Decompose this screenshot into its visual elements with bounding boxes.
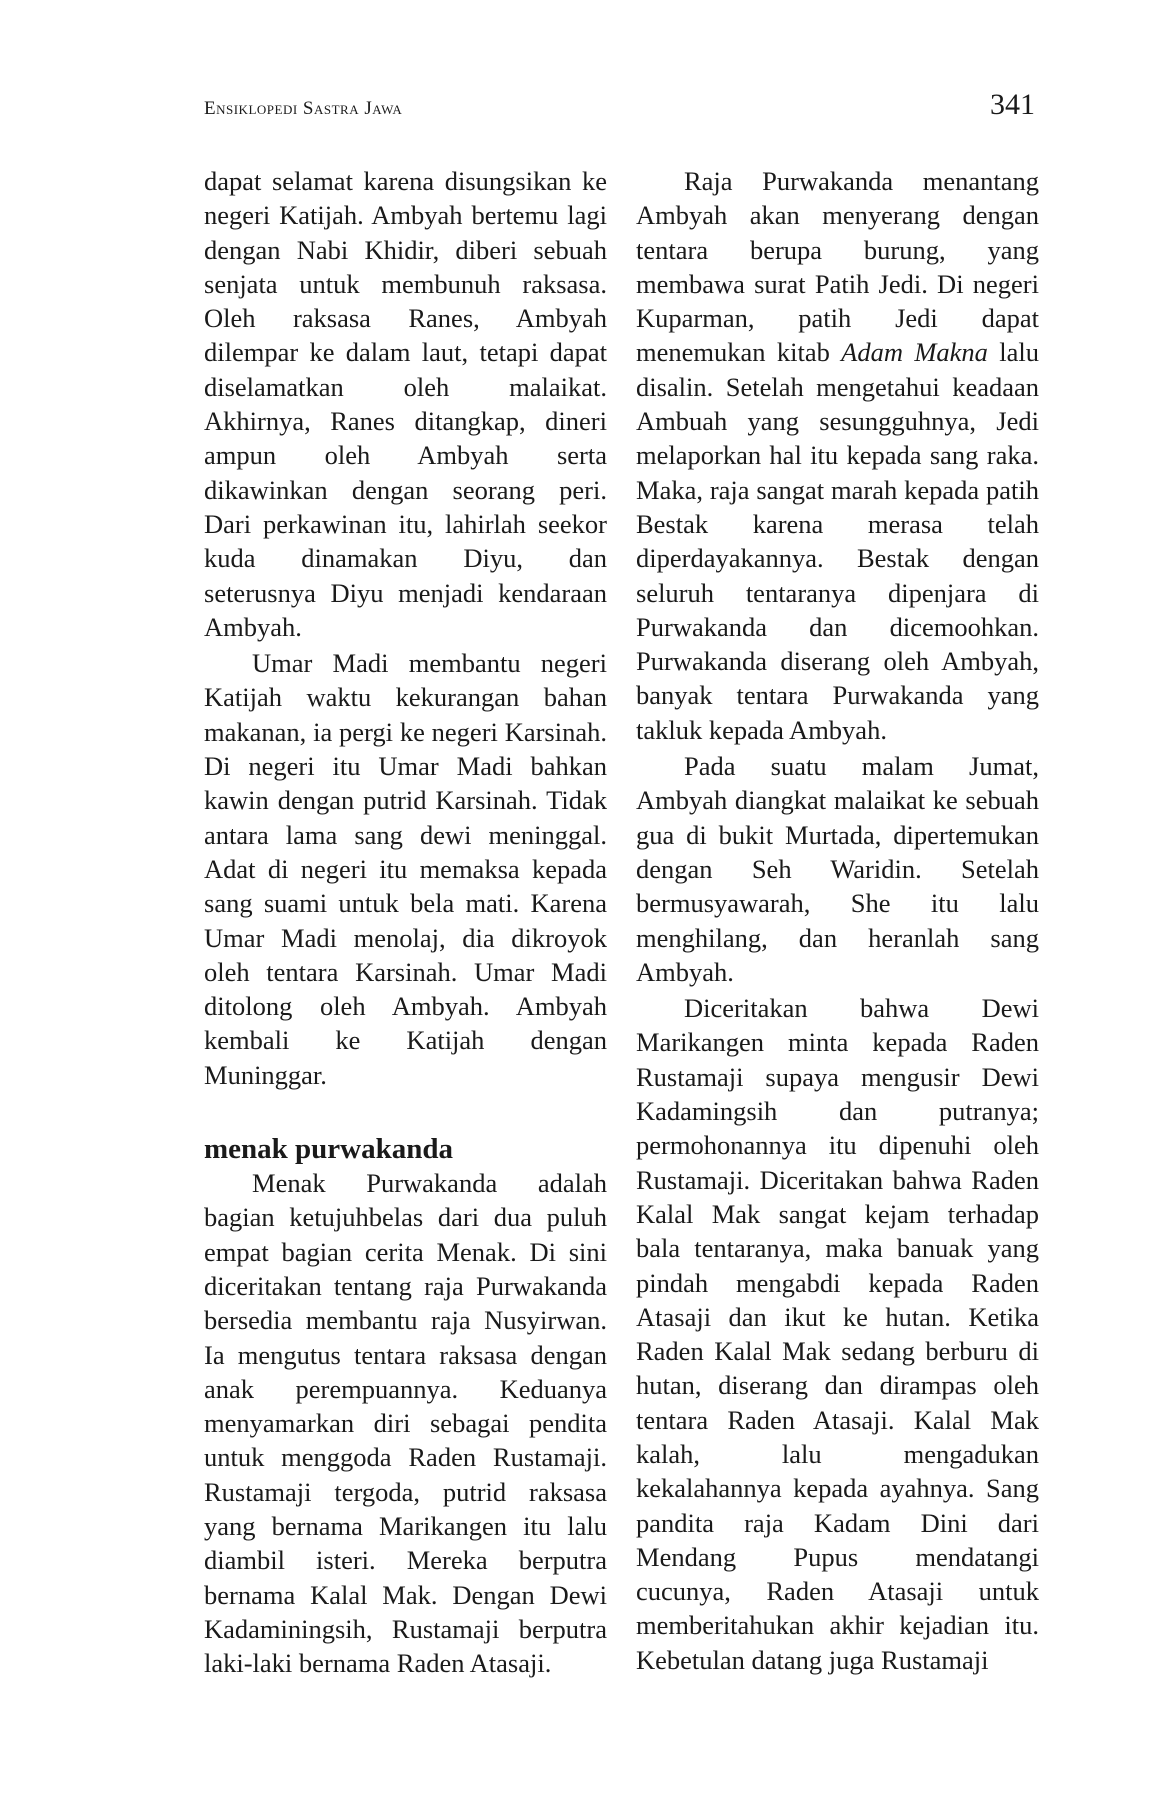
left-paragraph-1: dapat selamat karena disungsikan ke negeri Katijah. Ambyah bertemu lagi dengan Nabi Khidir, diberi sebuah senjata untuk membunuh raksasa. Oleh raksasa Ranes, Ambyah dilempar ke dalam laut, tetapi dapat diselamatkan oleh malaikat. Akhirnya, Ranes ditangkap, dineri ampun oleh Ambyah serta dikawinkan dengan seorang peri. Dari perkawinan itu, lahirlah seekor kuda dinamakan Diyu, dan seterusnya Diyu menjadi kendaraan Ambyah. (204, 166, 607, 642)
right-paragraph-1-start: Raja Purwakanda menantang Ambyah akan menyerang dengan tentara berupa burung, yang membawa surat Patih Jedi. Di negeri Kuparman, patih Jedi dapat menemukan kitab (636, 166, 1039, 368)
left-paragraph-2: Umar Madi membantu negeri Katijah waktu kekurangan bahan makanan, ia pergi ke negeri Karsinah. Di negeri itu Umar Madi bahkan kawin dengan putrid Karsinah. Tidak antara lama sang dewi meninggal. Adat di negeri itu memaksa kepada sang suami untuk bela mati. Karena Umar Madi menolaj, dia dikroyok oleh tentara Karsinah. Umar Madi ditolong oleh Ambyah. Ambyah kembali ke Katijah dengan Muninggar. (204, 648, 607, 1090)
book-title: Adam Makna (841, 337, 988, 368)
right-column (636, 164, 1039, 1679)
running-head: Ensiklopedi Sastra Jawa (204, 98, 403, 119)
left-column (204, 164, 607, 1682)
right-paragraph-1 (636, 164, 1039, 747)
right-paragraph-3: Diceritakan bahwa Dewi Marikangen minta kepada Raden Rustamaji supaya mengusir Dewi Kadamingsih dan putranya; permohonannya itu dipenuhi oleh Rustamaji. Diceritakan bahwa Raden Kalal Mak sangat kejam terhadap bala tentaranya, maka banuak yang pindah mengabdi kepada Raden Atasaji dan ikut ke hutan. Ketika Raden Kalal Mak sedang berburu di hutan, diserang dan dirampas oleh tentara Raden Atasaji. Kalal Mak kalah, lalu mengadukan kekalahannya kepada ayahnya. Sang pandita raja Kadam Dini dari Mendang Pupus mendatangi cucunya, Raden Atasaji untuk memberitahukan akhir kejadian itu. Kebetulan datang juga Rustamaji (636, 993, 1039, 1675)
left-paragraph-3: Menak Purwakanda adalah bagian ketujuhbelas dari dua puluh empat bagian cerita Menak. Di sini diceritakan tentang raja Purwakanda bersedia membantu raja Nusyirwan. Ia mengutus tentara raksasa dengan anak perempuannya. Keduanya menyamarkan diri sebagai pendita untuk menggoda Raden Rustamaji. Rustamaji tergoda, putrid raksasa yang bernama Marikangen itu lalu diambil isteri. Mereka berputra bernama Kalal Mak. Dengan Dewi Kadaminingsih, Rustamaji berputra laki-laki bernama Raden Atasaji. (204, 1168, 607, 1679)
right-paragraph-1-end: lalu disalin. Setelah mengetahui keadaan Ambuah yang sesungguhnya, Jedi melaporkan hal itu kepada sang raka. Maka, raja sangat marah kepada patih Bestak karena merasa telah diperdayakannya. Bestak dengan seluruh tentaranya dipenjara di Purwakanda dan dicemoohkan. Purwakanda diserang oleh Ambyah, banyak tentara Purwakanda yang takluk kepada Ambyah. (636, 337, 1039, 745)
right-paragraph-2: Pada suatu malam Jumat, Ambyah diangkat malaikat ke sebuah gua di bukit Murtada, dipertemukan dengan Seh Waridin. Setelah bermusyawarah, She itu lalu menghilang, dan heranlah sang Ambyah. (636, 751, 1039, 987)
page-number: 341 (990, 88, 1035, 121)
section-heading: menak purwakanda (204, 1133, 453, 1166)
